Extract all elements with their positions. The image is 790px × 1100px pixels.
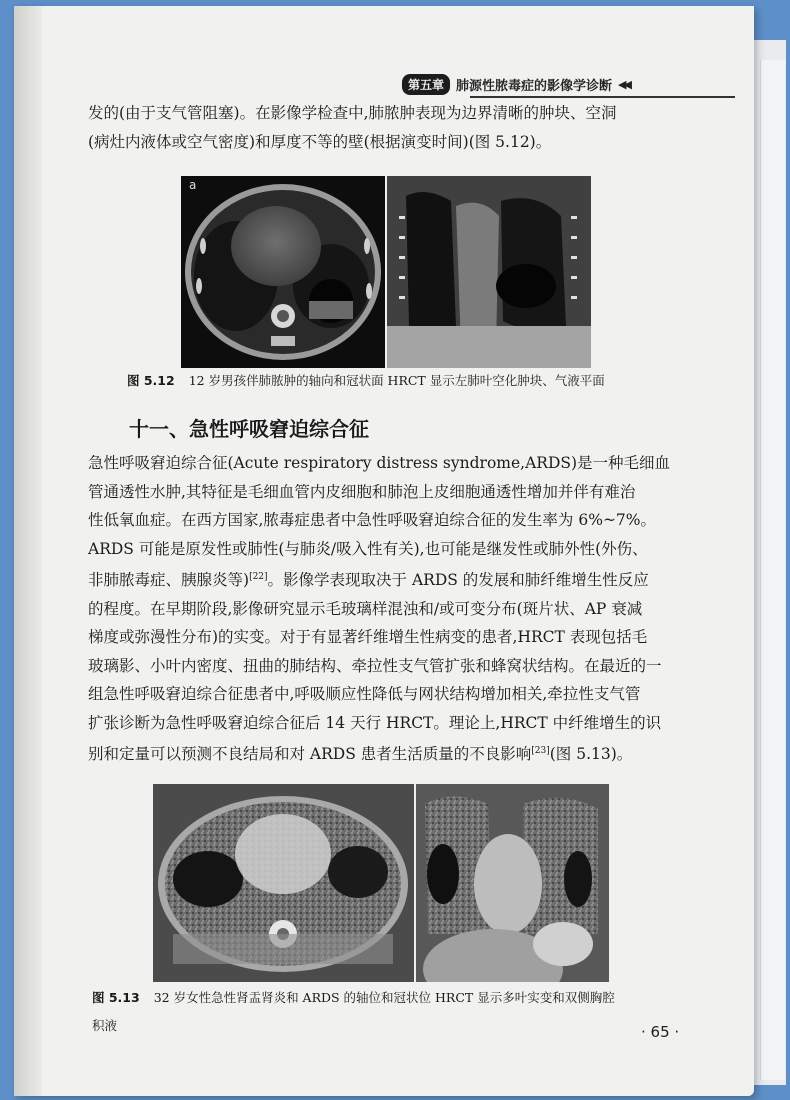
paragraph-line: [88, 737, 710, 769]
header-title: 肺源性脓毒症的影像学诊断: [456, 78, 613, 94]
paragraph-line: [88, 563, 710, 595]
paragraph-line: 的程度。在早期阶段,影像研究显示毛玻璃样混浊和/或可变分布(斑片状、AP 衰减: [88, 599, 643, 618]
paragraph-line: 扩张诊断为急性呼吸窘迫综合征后 14 天行 HRCT。理论上,HRCT 中纤维增生的识: [88, 713, 662, 732]
line-text: (图 5.13)。: [549, 745, 633, 764]
section-title: 十一、急性呼吸窘迫综合征: [129, 417, 369, 441]
figure-5-12-caption-text: 12 岁男孩伴肺脓肿的轴向和冠状面 HRCT 显示左肺叶空化肿块、气液平面: [188, 373, 605, 388]
figure-5-12-caption-label: 图 5.12: [127, 373, 175, 388]
paragraph-1: [88, 99, 710, 156]
header-rule: [470, 96, 735, 98]
line-text: 非肺脓毒症、胰腺炎等): [88, 571, 250, 590]
figure-5-12-caption: [127, 371, 605, 389]
ct-scan-axial-coronal: [181, 176, 591, 368]
figure-panel-label: a: [189, 178, 197, 192]
line-text: 。影像学表现取决于 ARDS 的发展和肺纤维增生性反应: [267, 571, 649, 590]
chapter-badge: 第五章: [402, 74, 450, 95]
figure-5-13-caption-continued: 积液: [92, 1018, 118, 1033]
figure-5-13-image: [153, 784, 609, 982]
underlying-pages-edge: [760, 60, 785, 1080]
paragraph-line: 玻璃影、小叶内密度、扭曲的肺结构、牵拉性支气管扩张和蜂窝状结构。在最近的一: [88, 656, 662, 675]
paragraph-line: (病灶内液体或空气密度)和厚度不等的壁(根据演变时间)(图 5.12)。: [88, 132, 552, 151]
paragraph-line: 性低氧血症。在西方国家,脓毒症患者中急性呼吸窘迫综合征的发生率为 6%~7%。: [88, 511, 657, 529]
paragraph-line: 急性呼吸窘迫综合征(Acute respiratory distress syndrome,ARDS)是一种毛细血: [88, 454, 671, 472]
line-text: 别和定量可以预测不良结局和对 ARDS 患者生活质量的不良影响: [88, 745, 532, 764]
figure-5-13-caption-text: 32 岁女性急性肾盂肾炎和 ARDS 的轴位和冠状位 HRCT 显示多叶实变和双侧胸腔: [153, 990, 615, 1005]
citation-ref: [23]: [531, 746, 550, 757]
ct-scan-axial-coronal-ards: [153, 784, 609, 982]
figure-5-12-image: [181, 176, 591, 368]
running-header: [402, 74, 629, 94]
citation-ref: [22]: [249, 572, 268, 582]
paragraph-line: ARDS 可能是原发性或肺性(与肺炎/吸入性有关),也可能是继发性或肺外性(外伤、: [88, 539, 648, 558]
paragraph-line: 组急性呼吸窘迫综合征患者中,呼吸顺应性降低与网状结构增加相关,牵拉性支气管: [88, 685, 641, 704]
paragraph-line: 发的(由于支气管阻塞)。在影像学检查中,肺脓肿表现为边界清晰的肿块、空洞: [88, 104, 617, 122]
book-gutter: [14, 6, 42, 1096]
page-number: · 65 ·: [641, 1023, 680, 1041]
paragraph-line: 梯度或弥漫性分布)的实变。对于有显著纤维增生性病变的患者,HRCT 表现包括毛: [88, 628, 648, 647]
figure-5-13-caption-label: 图 5.13: [92, 990, 140, 1005]
figure-5-13-caption: [92, 988, 615, 1006]
double-arrow-icon: ◀◀: [618, 77, 629, 91]
paragraph-line: 管通透性水肿,其特征是毛细血管内皮细胞和肺泡上皮细胞通透性增加并伴有难治: [88, 482, 636, 501]
paragraph-2: [88, 449, 710, 769]
